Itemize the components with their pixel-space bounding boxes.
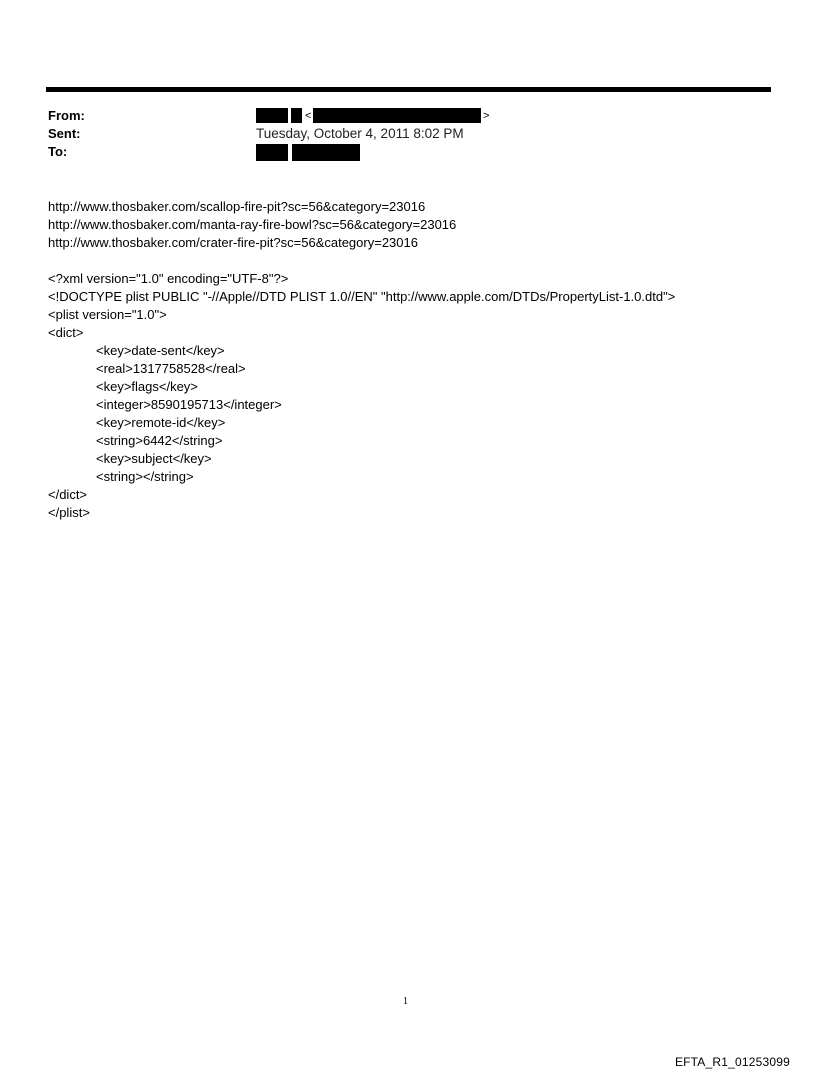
sent-value: Tuesday, October 4, 2011 8:02 PM [256, 126, 464, 141]
from-email-redaction [313, 108, 481, 123]
to-row [48, 143, 768, 161]
xml-declaration: <?xml version="1.0" encoding="UTF-8"?> [48, 271, 289, 286]
header-top-rule [46, 87, 771, 92]
xml-plist-close: </plist> [48, 505, 90, 520]
sent-row [48, 125, 768, 143]
from-email-open-bracket: < [305, 110, 312, 122]
to-label: To: [48, 144, 68, 159]
from-name-redaction [256, 108, 288, 123]
link-scallop-fire-pit[interactable]: http://www.thosbaker.com/scallop-fire-pit?sc=56&category=23016 [48, 199, 426, 214]
from-row [48, 107, 768, 125]
from-label: From: [48, 108, 85, 123]
xml-integer-value: <integer>8590195713</integer> [96, 397, 282, 412]
xml-doctype: <!DOCTYPE plist PUBLIC "-//Apple//DTD PLIST 1.0//EN" "http://www.apple.com/DTDs/PropertyList-1.0.dtd"> [48, 289, 676, 304]
from-email-close-bracket: > [483, 110, 490, 122]
bates-number: EFTA_R1_01253099 [674, 1055, 790, 1069]
sent-label: Sent: [48, 126, 81, 141]
xml-key-remote-id: <key>remote-id</key> [96, 415, 226, 430]
xml-plist-open: <plist version="1.0"> [48, 307, 167, 322]
xml-real-value: <real>1317758528</real> [96, 361, 246, 376]
xml-key-date-sent: <key>date-sent</key> [96, 343, 225, 358]
xml-dict-open: <dict> [48, 325, 84, 340]
xml-dict-close: </dict> [48, 487, 88, 502]
xml-key-flags: <key>flags</key> [96, 379, 198, 394]
link-crater-fire-pit[interactable]: http://www.thosbaker.com/crater-fire-pit?sc=56&category=23016 [48, 235, 418, 250]
xml-key-subject: <key>subject</key> [96, 451, 212, 466]
link-manta-ray-fire-bowl[interactable]: http://www.thosbaker.com/manta-ray-fire-bowl?sc=56&category=23016 [48, 217, 457, 232]
page-number: 1 [403, 996, 408, 1007]
to-last-name-redaction [292, 144, 360, 161]
from-initial-redaction [291, 108, 302, 123]
xml-string-subject: <string></string> [96, 469, 194, 484]
to-first-name-redaction [256, 144, 288, 161]
xml-string-remote-id: <string>6442</string> [96, 433, 223, 448]
